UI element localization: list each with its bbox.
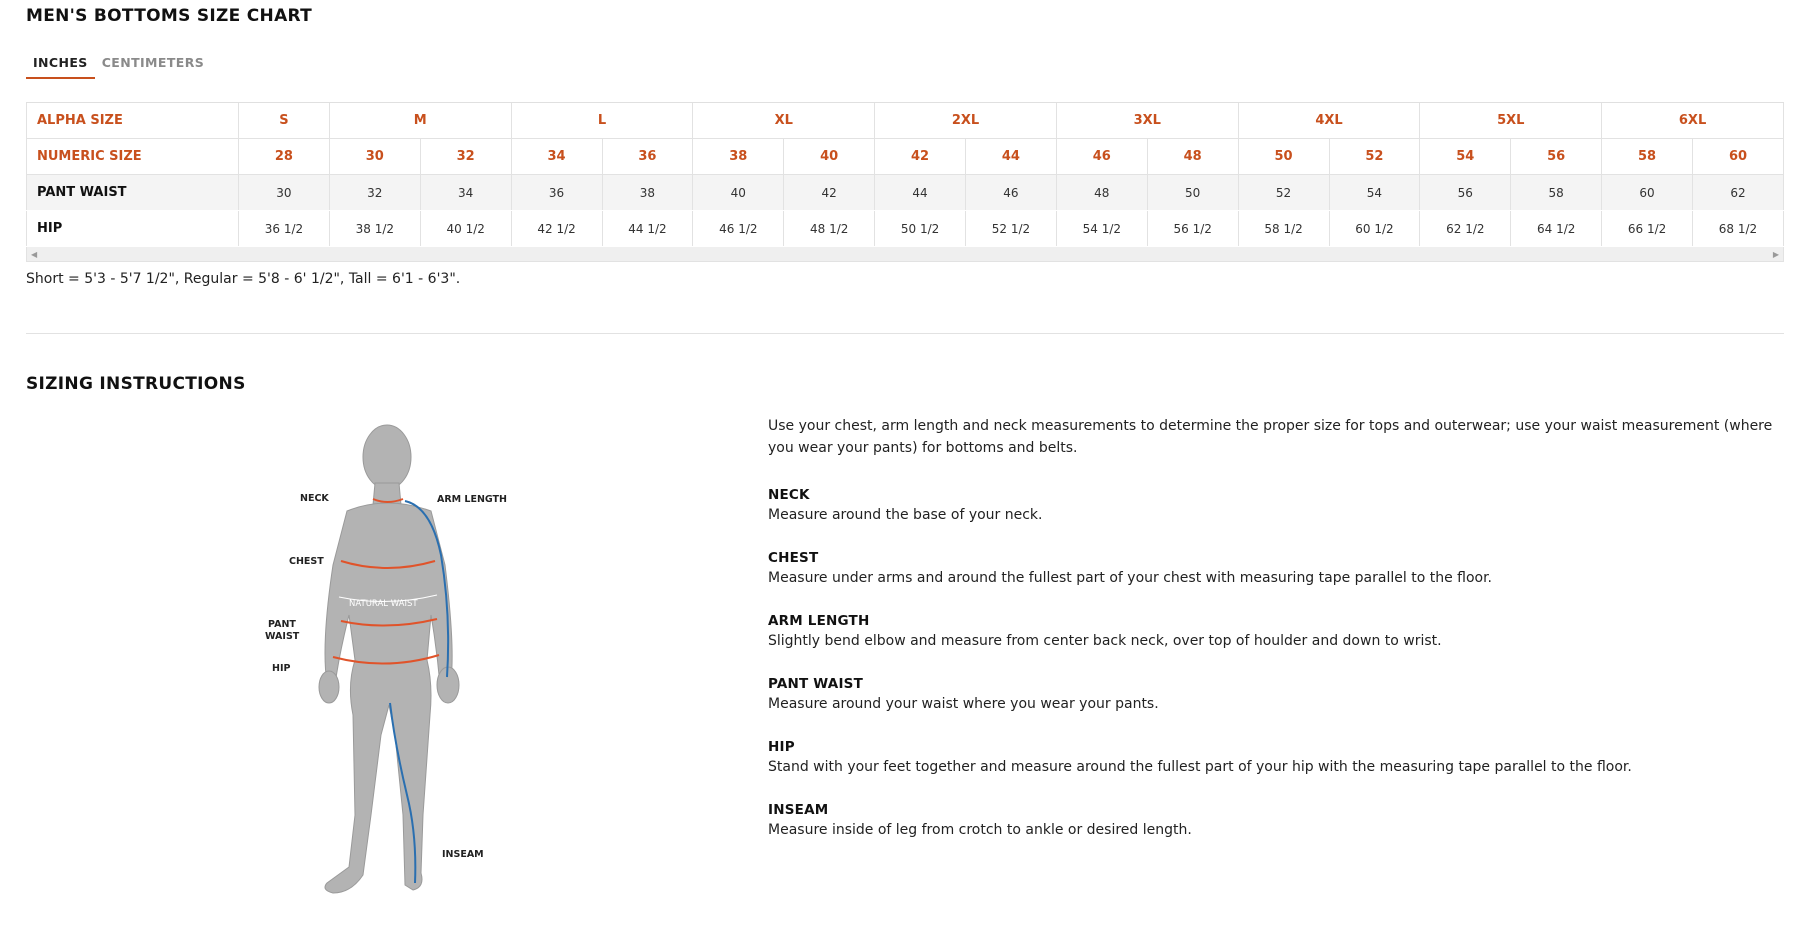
row-label-hip: HIP [27, 211, 239, 247]
instruction-inseam [768, 800, 1778, 840]
figure-label-natural-waist: NATURAL WAIST [349, 599, 418, 609]
hip-cell: 54 1/2 [1056, 211, 1147, 247]
table-row-numeric [27, 139, 1784, 175]
hip-cell: 36 1/2 [239, 211, 330, 247]
numeric-size-cell: 48 [1147, 139, 1238, 175]
numeric-size-cell: 50 [1238, 139, 1329, 175]
measurement-figure [255, 415, 515, 920]
tab-inches[interactable]: INCHES [26, 53, 95, 79]
pant-waist-cell: 58 [1511, 175, 1602, 211]
alpha-size-cell: L [511, 103, 693, 139]
hip-cell: 38 1/2 [329, 211, 420, 247]
hip-cell: 62 1/2 [1420, 211, 1511, 247]
numeric-size-cell: 36 [602, 139, 693, 175]
alpha-size-cell: 5XL [1420, 103, 1602, 139]
instruction-heading: PANT WAIST [768, 676, 863, 692]
numeric-size-cell: 56 [1511, 139, 1602, 175]
numeric-size-cell: 30 [329, 139, 420, 175]
alpha-size-cell: 4XL [1238, 103, 1420, 139]
pant-waist-cell: 62 [1693, 175, 1784, 211]
instruction-arm-length [768, 611, 1778, 651]
hip-cell: 40 1/2 [420, 211, 511, 247]
sizing-intro: Use your chest, arm length and neck measurements to determine the proper size for tops and outerwear; use your waist measurement (where you wear your pants) for bottoms and belts. [768, 418, 1773, 456]
hip-cell: 64 1/2 [1511, 211, 1602, 247]
numeric-size-cell: 42 [875, 139, 966, 175]
pant-waist-cell: 40 [693, 175, 784, 211]
alpha-size-cell: XL [693, 103, 875, 139]
sizing-instructions-title: SIZING INSTRUCTIONS [26, 374, 246, 394]
instruction-heading: INSEAM [768, 802, 829, 818]
size-chart-table [26, 102, 1784, 262]
pant-waist-cell: 54 [1329, 175, 1420, 211]
tab-centimeters[interactable]: CENTIMETERS [101, 55, 205, 70]
hip-cell: 44 1/2 [602, 211, 693, 247]
numeric-size-cell: 54 [1420, 139, 1511, 175]
pant-waist-cell: 34 [420, 175, 511, 211]
sizing-instructions [768, 415, 1778, 863]
numeric-size-cell: 52 [1329, 139, 1420, 175]
fit-note: Short = 5'3 - 5'7 1/2", Regular = 5'8 - 6' 1/2", Tall = 6'1 - 6'3". [26, 271, 461, 287]
instruction-hip [768, 737, 1778, 777]
hip-cell: 68 1/2 [1693, 211, 1784, 247]
figure-label-inseam: INSEAM [442, 849, 484, 860]
pant-waist-cell: 36 [511, 175, 602, 211]
pant-waist-cell: 42 [784, 175, 875, 211]
hip-cell: 56 1/2 [1147, 211, 1238, 247]
instruction-body: Stand with your feet together and measure around the fullest part of your hip with the measuring tape parallel to the floor. [768, 759, 1632, 775]
table-row-pant-waist [27, 175, 1784, 211]
instruction-body: Measure around your waist where you wear your pants. [768, 696, 1159, 712]
figure-label-waist: WAIST [265, 631, 300, 642]
table-row-hip [27, 211, 1784, 247]
row-label-pant-waist: PANT WAIST [27, 175, 239, 211]
numeric-size-cell: 38 [693, 139, 784, 175]
figure-label-chest: CHEST [289, 556, 324, 567]
pant-waist-cell: 48 [1056, 175, 1147, 211]
figure-label-hip: HIP [272, 663, 291, 674]
figure-label-arm-length: ARM LENGTH [437, 494, 507, 505]
numeric-size-cell: 40 [784, 139, 875, 175]
alpha-size-cell: S [239, 103, 330, 139]
instruction-chest [768, 548, 1778, 588]
row-label-alpha: ALPHA SIZE [27, 103, 239, 139]
instruction-pant-waist [768, 674, 1778, 714]
instruction-heading: HIP [768, 739, 795, 755]
numeric-size-cell: 60 [1693, 139, 1784, 175]
pant-waist-cell: 38 [602, 175, 693, 211]
body-figure-illustration [255, 415, 515, 920]
unit-tabs [26, 53, 211, 79]
instruction-body: Slightly bend elbow and measure from center back neck, over top of houlder and down to wrist. [768, 633, 1442, 649]
alpha-size-cell: 3XL [1056, 103, 1238, 139]
instruction-heading: ARM LENGTH [768, 613, 870, 629]
section-divider [26, 333, 1784, 334]
numeric-size-cell: 34 [511, 139, 602, 175]
scroll-left-icon[interactable]: ◀ [31, 249, 38, 259]
pant-waist-cell: 56 [1420, 175, 1511, 211]
figure-label-neck: NECK [300, 493, 329, 504]
table-row-alpha [27, 103, 1784, 139]
numeric-size-cell: 58 [1602, 139, 1693, 175]
instruction-heading: NECK [768, 487, 810, 503]
scroll-right-icon[interactable]: ▶ [1772, 249, 1779, 259]
instruction-body: Measure inside of leg from crotch to ankle or desired length. [768, 822, 1192, 838]
hip-cell: 42 1/2 [511, 211, 602, 247]
pant-waist-cell: 52 [1238, 175, 1329, 211]
figure-label-pant: PANT [268, 619, 296, 630]
size-table [26, 103, 1784, 247]
pant-waist-cell: 44 [875, 175, 966, 211]
hip-cell: 50 1/2 [875, 211, 966, 247]
hip-cell: 60 1/2 [1329, 211, 1420, 247]
numeric-size-cell: 46 [1056, 139, 1147, 175]
instruction-body: Measure around the base of your neck. [768, 507, 1043, 523]
pant-waist-cell: 30 [239, 175, 330, 211]
instruction-body: Measure under arms and around the fullest part of your chest with measuring tape parallel to the floor. [768, 570, 1493, 586]
hip-cell: 58 1/2 [1238, 211, 1329, 247]
hip-cell: 48 1/2 [784, 211, 875, 247]
hip-cell: 46 1/2 [693, 211, 784, 247]
hip-cell: 52 1/2 [966, 211, 1057, 247]
instruction-heading: CHEST [768, 550, 819, 566]
pant-waist-cell: 60 [1602, 175, 1693, 211]
pant-waist-cell: 32 [329, 175, 420, 211]
pant-waist-cell: 50 [1147, 175, 1238, 211]
alpha-size-cell: M [329, 103, 511, 139]
horizontal-scrollbar[interactable] [26, 247, 1784, 262]
instruction-neck [768, 485, 1778, 525]
numeric-size-cell: 32 [420, 139, 511, 175]
alpha-size-cell: 2XL [875, 103, 1057, 139]
page-title: MEN'S BOTTOMS SIZE CHART [26, 6, 313, 26]
hip-cell: 66 1/2 [1602, 211, 1693, 247]
alpha-size-cell: 6XL [1602, 103, 1784, 139]
row-label-numeric: NUMERIC SIZE [27, 139, 239, 175]
numeric-size-cell: 28 [239, 139, 330, 175]
pant-waist-cell: 46 [966, 175, 1057, 211]
numeric-size-cell: 44 [966, 139, 1057, 175]
